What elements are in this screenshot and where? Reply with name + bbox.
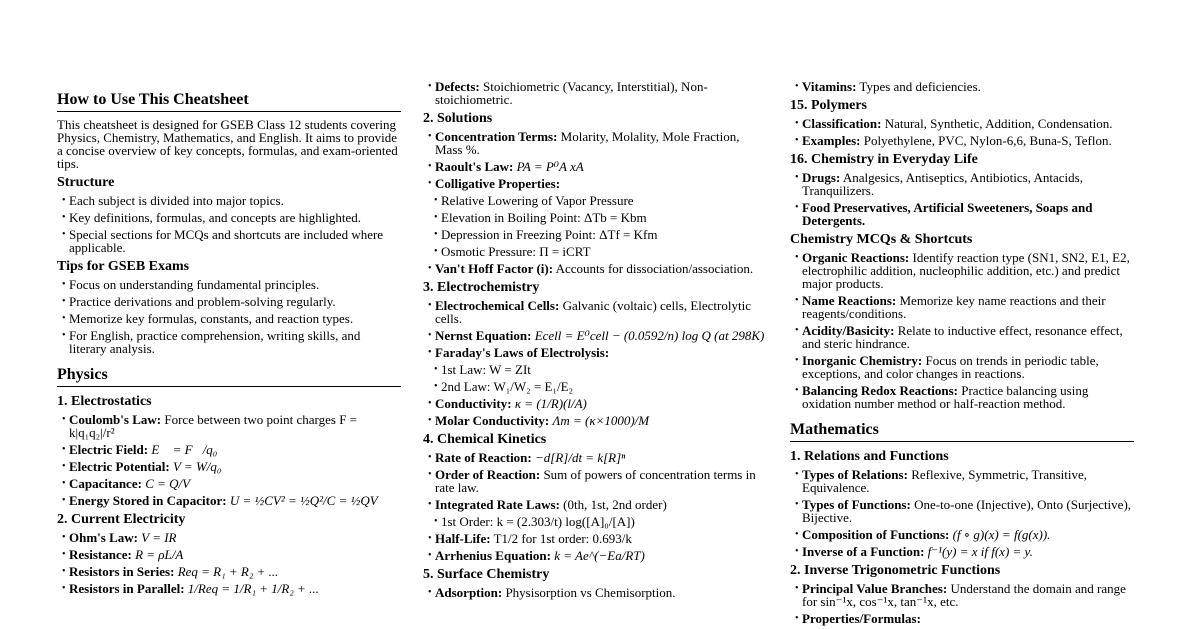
heading-surface-chemistry: 5. Surface Chemistry <box>423 567 550 582</box>
list-item: • Special sections for MCQs and shortcuts are included where applicable. <box>57 228 401 254</box>
heading-tips: Tips for GSEB Exams <box>57 259 190 274</box>
list-item: • For English, practice comprehension, writing skills, and literary analysis. <box>57 329 401 355</box>
list-item: • Van't Hoff Factor (i): Accounts for dissociation/association. <box>423 262 767 275</box>
list-item: • Practice derivations and problem-solving regularly. <box>57 295 401 308</box>
list-item: • Types of Relations: Reflexive, Symmetric, Transitive, Equivalence. <box>790 468 1134 494</box>
heading-relations-functions: 1. Relations and Functions <box>790 449 949 464</box>
column-3 <box>790 80 1134 629</box>
list-item: • Memorize key formulas, constants, and reaction types. <box>57 312 401 325</box>
list-item: • Nernst Equation: Ecell = E⁰cell − (0.0592/n) log Q (at 298K) <box>423 329 767 342</box>
list-item: • Relative Lowering of Vapor Pressure <box>423 194 767 207</box>
list-item: • Principal Value Branches: Understand the domain and range for sin⁻¹x, cos⁻¹x, tan⁻¹x, etc. <box>790 582 1134 608</box>
list-item: • Inverse of a Function: f⁻¹(y) = x if f(x) = y. <box>790 545 1134 558</box>
column-2 <box>423 80 767 603</box>
list-item: • Drugs: Analgesics, Antiseptics, Antibiotics, Antacids, Tranquilizers. <box>790 171 1134 197</box>
defects-list <box>423 80 767 106</box>
list-item: • Resistance: R = ρL/A <box>57 548 401 561</box>
list-item: • Acidity/Basicity: Relate to inductive effect, resonance effect, and steric hindrance. <box>790 324 1134 350</box>
list-item: • Order of Reaction: Sum of powers of concentration terms in rate law. <box>423 468 767 494</box>
list-item: • Electric Potential: V = W/q₀ <box>57 460 401 473</box>
heading-mcq-shortcuts: Chemistry MCQs & Shortcuts <box>790 232 973 247</box>
heading-solutions: 2. Solutions <box>423 111 493 126</box>
list-item: • 1st Order: k = (2.303/t) log([A]₀/[A]) <box>423 515 767 528</box>
list-item: • Properties/Formulas: <box>790 612 1134 625</box>
column-1 <box>57 80 401 599</box>
list-item: • Integrated Rate Laws: (0th, 1st, 2nd order) <box>423 498 767 511</box>
current-list <box>57 531 401 595</box>
relations-list <box>790 468 1134 558</box>
section-heading-how-to: How to Use This Cheatsheet <box>57 90 401 112</box>
list-item: • Faraday's Laws of Electrolysis: <box>423 346 767 359</box>
heading-everyday-life: 16. Chemistry in Everyday Life <box>790 152 978 167</box>
list-item: • Coulomb's Law: Force between two point charges F = k|q₁q₂|/r² <box>57 413 401 439</box>
list-item: • Resistors in Series: Req = R₁ + R₂ + ... <box>57 565 401 578</box>
list-item: • Inorganic Chemistry: Focus on trends in periodic table, exceptions, and color changes in reactions. <box>790 354 1134 380</box>
list-item: • Each subject is divided into major topics. <box>57 194 401 207</box>
list-item: • Concentration Terms: Molarity, Molality, Mole Fraction, Mass %. <box>423 130 767 156</box>
list-item: • Rate of Reaction: −d[R]/dt = k[R]ⁿ <box>423 451 767 464</box>
heading-current-electricity: 2. Current Electricity <box>57 512 186 527</box>
list-item: • Osmotic Pressure: Π = iCRT <box>423 245 767 258</box>
list-item: • Conductivity: κ = (1/R)(l/A) <box>423 397 767 410</box>
list-item: • Molar Conductivity: Λm = (κ×1000)/M <box>423 414 767 427</box>
list-item: • Food Preservatives, Artificial Sweeteners, Soaps and Detergents. <box>790 201 1134 227</box>
section-heading-physics: Physics <box>57 365 401 387</box>
list-item: • Focus on understanding fundamental principles. <box>57 278 401 291</box>
list-item: • Capacitance: C = Q/V <box>57 477 401 490</box>
surface-list <box>423 586 767 599</box>
list-item: • Ohm's Law: V = IR <box>57 531 401 544</box>
list-item: • Key definitions, formulas, and concepts are highlighted. <box>57 211 401 224</box>
list-item: • Arrhenius Equation: k = Ae^(−Ea/RT) <box>423 549 767 562</box>
intro-paragraph: This cheatsheet is designed for GSEB Class 12 students covering Physics, Chemistry, Mathematics, and English. It aims to provide a concise overview of key concepts, formulas, and exam-oriented tips. <box>57 117 398 171</box>
structure-list <box>57 194 401 254</box>
list-item: • Vitamins: Types and deficiencies. <box>790 80 1134 93</box>
list-item: • Energy Stored in Capacitor: U = ½CV² = ½Q²/C = ½QV <box>57 494 401 507</box>
list-item: • Resistors in Parallel: 1/Req = 1/R₁ + 1/R₂ + ... <box>57 582 401 595</box>
vitamins-list <box>790 80 1134 93</box>
list-item: • Balancing Redox Reactions: Practice balancing using oxidation number method or half-reaction method. <box>790 384 1134 410</box>
list-item: • Classification: Natural, Synthetic, Addition, Condensation. <box>790 117 1134 130</box>
electrochem-list <box>423 299 767 427</box>
everyday-list <box>790 171 1134 227</box>
list-item: • Organic Reactions: Identify reaction type (SN1, SN2, E1, E2, electrophilic addition, nucleophilic addition, etc.) and predict major products. <box>790 251 1134 290</box>
section-heading-mathematics: Mathematics <box>790 420 1134 442</box>
heading-inverse-trig: 2. Inverse Trigonometric Functions <box>790 563 1001 578</box>
list-item: • 2nd Law: W₁/W₂ = E₁/E₂ <box>423 380 767 393</box>
list-item: • Depression in Freezing Point: ΔTf = Kfm <box>423 228 767 241</box>
polymers-list <box>790 117 1134 147</box>
list-item: • Composition of Functions: (f ∘ g)(x) = f(g(x)). <box>790 528 1134 541</box>
electrostatics-list <box>57 413 401 507</box>
list-item: • Elevation in Boiling Point: ΔTb = Kbm <box>423 211 767 224</box>
solutions-list <box>423 130 767 275</box>
list-item: • Electric Field: E⃗ = F⃗/q₀ <box>57 443 401 456</box>
list-item: • Types of Functions: One-to-one (Injective), Onto (Surjective), Bijective. <box>790 498 1134 524</box>
heading-polymers: 15. Polymers <box>790 98 867 113</box>
kinetics-list <box>423 451 767 562</box>
invtrig-list <box>790 582 1134 625</box>
list-item: • Examples: Polyethylene, PVC, Nylon-6,6, Buna-S, Teflon. <box>790 134 1134 147</box>
list-item: • Colligative Properties: <box>423 177 767 190</box>
list-item: • Electrochemical Cells: Galvanic (voltaic) cells, Electrolytic cells. <box>423 299 767 325</box>
list-item: • Name Reactions: Memorize key name reactions and their reagents/conditions. <box>790 294 1134 320</box>
heading-electrochemistry: 3. Electrochemistry <box>423 280 540 295</box>
list-item: • Defects: Stoichiometric (Vacancy, Interstitial), Non-stoichiometric. <box>423 80 767 106</box>
list-item: • Raoult's Law: PA = P⁰A xA <box>423 160 767 173</box>
list-item: • Half-Life: T1/2 for 1st order: 0.693/k <box>423 532 767 545</box>
heading-electrostatics: 1. Electrostatics <box>57 394 152 409</box>
list-item: • 1st Law: W = ZIt <box>423 363 767 376</box>
heading-chemical-kinetics: 4. Chemical Kinetics <box>423 432 547 447</box>
list-item: • Adsorption: Physisorption vs Chemisorption. <box>423 586 767 599</box>
mcq-list <box>790 251 1134 410</box>
heading-structure: Structure <box>57 175 115 190</box>
tips-list <box>57 278 401 355</box>
